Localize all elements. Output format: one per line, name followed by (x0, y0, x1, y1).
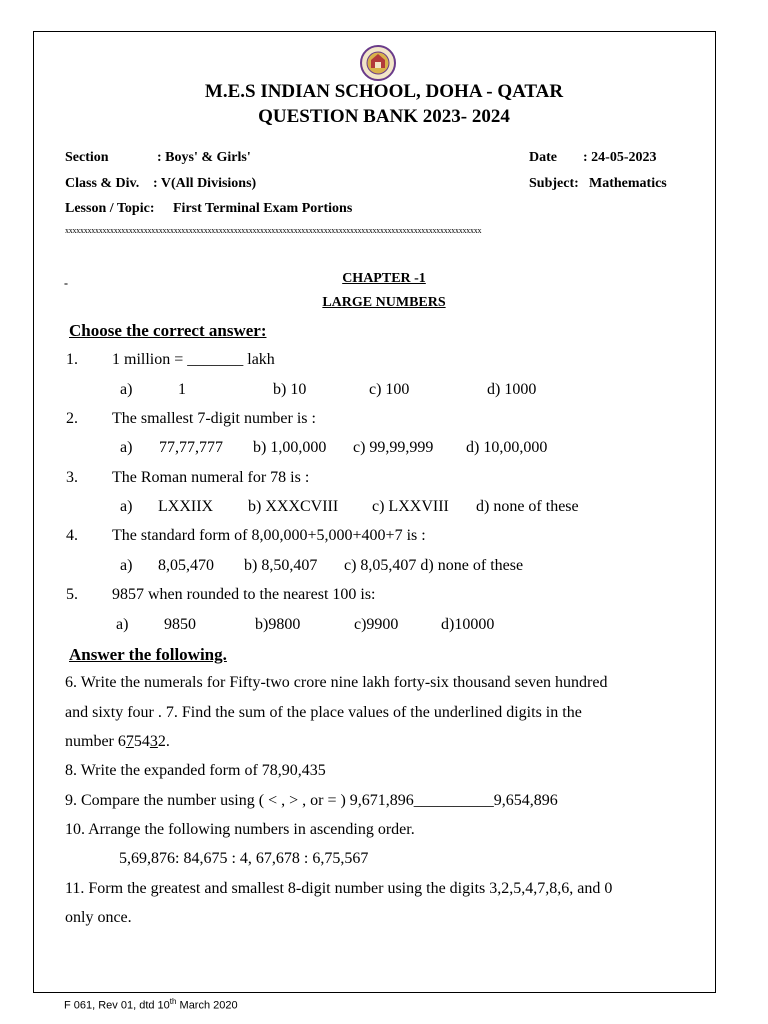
question-10-numbers: 5,69,876: 84,675 : 4, 67,678 : 6,75,567 (119, 850, 369, 867)
option-c: c) 99,99,999 (353, 439, 434, 456)
section-a-heading (69, 321, 266, 341)
subject-value: Mathematics (589, 176, 667, 191)
date-label: Date (529, 150, 557, 165)
subject-label: Subject: (529, 176, 579, 191)
footer-text-end: March 2020 (176, 999, 238, 1012)
underlined-digit: 3 (149, 733, 158, 750)
option-b: b) 8,50,407 (244, 557, 318, 574)
option-b: b) XXXCVIII (248, 498, 339, 515)
section-value: : Boys' & Girls' (157, 150, 251, 165)
option-d: d) 1000 (487, 381, 537, 398)
option-b: b) 1,00,000 (253, 439, 327, 456)
question-number: 4. (66, 527, 78, 544)
option-c: c)9900 (354, 616, 399, 633)
option-a: 9850 (164, 616, 196, 633)
option-d: d) none of these (476, 498, 579, 515)
option-label: a) (120, 557, 133, 574)
digit: 54 (133, 733, 150, 750)
question-11-line-2: only once. (65, 909, 132, 926)
option-label: a) (120, 498, 133, 515)
option-a: 1 (178, 381, 186, 398)
option-label: a) (116, 616, 129, 633)
class-label: Class & Div. (65, 176, 140, 191)
question-number: 5. (66, 586, 78, 603)
section-b-heading-text: Answer the following. (69, 645, 227, 664)
school-logo (351, 44, 405, 82)
dash-mark: - (64, 276, 68, 290)
document-title: QUESTION BANK 2023- 2024 (258, 106, 510, 127)
question-number: 1. (66, 351, 78, 368)
option-a: 77,77,777 (159, 439, 223, 456)
option-a: 8,05,470 (158, 557, 214, 574)
option-b: b)9800 (255, 616, 301, 633)
question-11-line-1: 11. Form the greatest and smallest 8-digit number using the digits 3,2,5,4,7,8,6, and 0 (65, 880, 613, 897)
question-6-line-2: and sixty four . 7. Find the sum of the place values of the underlined digits in the (65, 704, 582, 721)
option-a: LXXIIX (158, 498, 214, 515)
question-text: 9857 when rounded to the nearest 100 is: (112, 586, 376, 603)
question-8: 8. Write the expanded form of 78,90,435 (65, 762, 326, 779)
digit: 6 (117, 733, 126, 750)
question-7-number (65, 733, 170, 751)
question-text: The Roman numeral for 78 is : (112, 469, 310, 486)
chapter-name: LARGE NUMBERS (322, 295, 446, 310)
option-label: a) (120, 381, 133, 398)
option-c: c) 8,05,407 d) none of these (344, 557, 524, 574)
question-10: 10. Arrange the following numbers in ascending order. (65, 821, 415, 838)
digit: 2. (157, 733, 170, 750)
section-a-heading-text: Choose the correct answer: (69, 321, 267, 340)
chapter-number: CHAPTER -1 (342, 271, 426, 286)
option-c: c) LXXVIII (372, 498, 449, 515)
option-d: d) 10,00,000 (466, 439, 548, 456)
lesson-label: Lesson / Topic: (65, 201, 155, 216)
date-value: : 24-05-2023 (583, 150, 657, 165)
question-9: 9. Compare the number using ( < , > , or = ) 9,671,896__________9,654,896 (65, 792, 558, 809)
option-c: c) 100 (369, 381, 410, 398)
question-text: The smallest 7-digit number is : (112, 410, 316, 427)
lesson-value: First Terminal Exam Portions (173, 201, 353, 216)
separator-line: xxxxxxxxxxxxxxxxxxxxxxxxxxxxxxxxxxxxxxxxxxxxxxxxxxxxxxxxxxxxxxxxxxxxxxxxxxxxxxxxxxxxxxxxxxxxxxxxxxxxxxxxxxxxxxx (65, 226, 482, 235)
school-name: M.E.S INDIAN SCHOOL, DOHA - QATAR (204, 81, 564, 102)
form-footer (64, 997, 238, 1012)
question-text: 1 million = _______ lakh (112, 351, 275, 368)
question-6-line-1: 6. Write the numerals for Fifty-two crore nine lakh forty-six thousand seven hundred (65, 674, 608, 691)
option-d: d)10000 (441, 616, 495, 633)
question-number: 2. (66, 410, 78, 427)
section-b-heading (69, 645, 227, 665)
underlined-digit: 7 (125, 733, 134, 750)
option-label: a) (120, 439, 133, 456)
class-value: : V(All Divisions) (153, 176, 257, 191)
option-b: b) 10 (273, 381, 307, 398)
section-label: Section (65, 150, 109, 165)
question-number: 3. (66, 469, 78, 486)
question-text: The standard form of 8,00,000+5,000+400+7 is : (112, 527, 426, 544)
footer-superscript: th (169, 997, 177, 1006)
footer-text: F 061, Rev 01, dtd 10 (64, 999, 170, 1012)
number-prefix: number (65, 733, 118, 750)
